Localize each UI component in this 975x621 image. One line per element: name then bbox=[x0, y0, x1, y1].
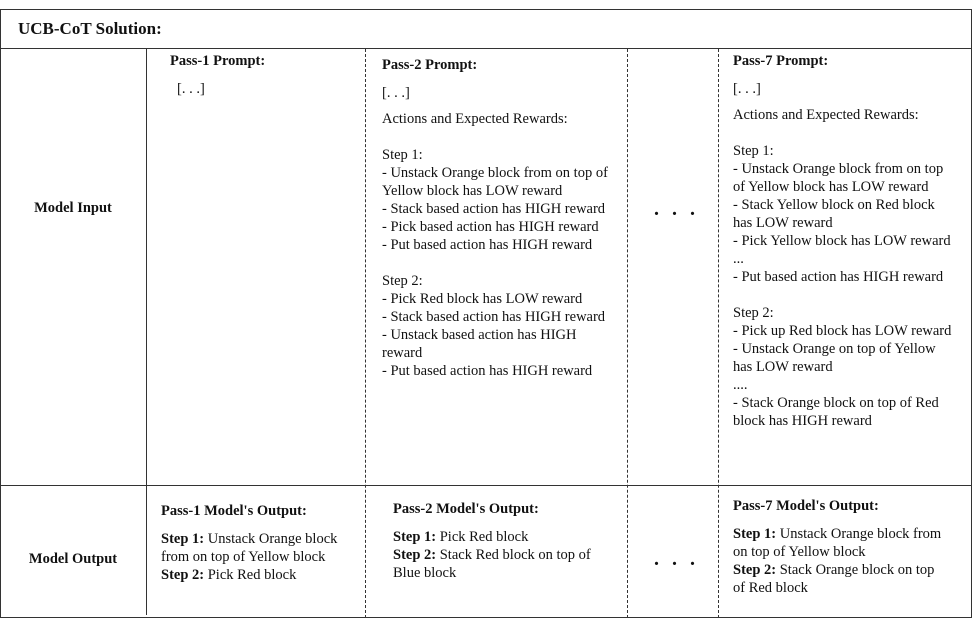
blank-line bbox=[733, 286, 969, 304]
prompt-line: - Unstack based action has HIGH bbox=[382, 327, 577, 343]
step-2-line bbox=[733, 561, 969, 579]
row-label-model-output: Model Output bbox=[28, 551, 118, 567]
prompt-line: - Put based action has HIGH reward bbox=[382, 237, 593, 253]
prompt-line: - Unstack Orange block from on top bbox=[733, 161, 944, 177]
step-1-text: Unstack Orange block bbox=[204, 531, 338, 547]
step-1-label: Step 1: bbox=[733, 526, 777, 542]
pass-7-output-heading: Pass-7 Model's Output: bbox=[733, 498, 879, 514]
pass-1-output-heading: Pass-1 Model's Output: bbox=[161, 503, 307, 519]
blank-line bbox=[382, 128, 622, 146]
pass-7-output-cell bbox=[733, 497, 969, 597]
blank-line bbox=[733, 124, 969, 142]
prompt-line: [. . .] bbox=[382, 85, 410, 101]
pass-2-output-heading: Pass-2 Model's Output: bbox=[393, 501, 539, 517]
prompt-line: - Stack Yellow block on Red block bbox=[733, 197, 935, 213]
row-label-model-input: Model Input bbox=[34, 200, 112, 216]
step-2-label: Step 2: bbox=[733, 562, 777, 578]
prompt-line: - Stack based action has HIGH reward bbox=[382, 309, 606, 325]
column-divider-2 bbox=[627, 49, 628, 618]
pass-7-prompt-cell bbox=[733, 52, 969, 430]
step-1-text-cont: on top of Yellow block bbox=[733, 544, 866, 560]
step-1-text: Pick Red block bbox=[436, 529, 529, 545]
prompt-line: Step 2: bbox=[733, 305, 774, 321]
step-1-label: Step 1: bbox=[393, 529, 437, 545]
prompt-line: - Put based action has HIGH reward bbox=[382, 363, 593, 379]
pass-7-prompt-heading: Pass-7 Prompt: bbox=[733, 53, 829, 69]
step-2-label: Step 2: bbox=[393, 547, 437, 563]
pass-1-output-cell bbox=[161, 502, 361, 584]
prompt-line: Actions and Expected Rewards: bbox=[382, 111, 568, 127]
prompt-line: Step 2: bbox=[382, 273, 423, 289]
prompt-line: - Pick based action has HIGH reward bbox=[382, 219, 599, 235]
step-2-text-cont: of Red block bbox=[733, 580, 808, 596]
step-1-line bbox=[161, 530, 361, 548]
page-title: UCB-CoT Solution: bbox=[18, 19, 162, 38]
step-1-line bbox=[733, 525, 969, 543]
prompt-line: - Stack based action has HIGH reward bbox=[382, 201, 606, 217]
prompt-line: has LOW reward bbox=[733, 359, 833, 375]
step-1-line bbox=[393, 528, 623, 546]
step-2-line bbox=[393, 546, 623, 564]
step-1-text-cont: from on top of Yellow block bbox=[161, 549, 326, 565]
column-divider-1 bbox=[365, 49, 366, 618]
prompt-line: ... bbox=[733, 251, 744, 267]
prompt-line: Step 1: bbox=[382, 147, 423, 163]
pass-2-prompt-cell bbox=[382, 56, 622, 380]
step-2-text: Stack Red block on top of bbox=[436, 547, 591, 563]
prompt-line: - Put based action has HIGH reward bbox=[733, 269, 944, 285]
step-2-text-cont: Blue block bbox=[393, 565, 457, 581]
prompt-line: - Pick up Red block has LOW reward bbox=[733, 323, 952, 339]
prompt-line: - Stack Orange block on top of Red bbox=[733, 395, 939, 411]
prompt-line: - Unstack Orange on top of Yellow bbox=[733, 341, 936, 357]
prompt-line: [. . .] bbox=[733, 81, 761, 97]
pass-1-prompt-cell bbox=[170, 52, 360, 98]
prompt-line: block has HIGH reward bbox=[733, 413, 872, 429]
prompt-line: Step 1: bbox=[733, 143, 774, 159]
pass-1-prompt-line: [. . .] bbox=[177, 81, 205, 97]
step-1-text: Unstack Orange block from bbox=[776, 526, 942, 542]
step-2-line bbox=[161, 566, 361, 584]
prompt-line: of Yellow block has LOW reward bbox=[733, 179, 929, 195]
blank-line bbox=[382, 254, 622, 272]
step-2-text: Stack Orange block on top bbox=[776, 562, 935, 578]
prompt-line: - Pick Yellow block has LOW reward bbox=[733, 233, 951, 249]
pass-2-output-cell bbox=[393, 500, 623, 582]
step-2-text: Pick Red block bbox=[204, 567, 297, 583]
label-column-divider bbox=[146, 49, 147, 615]
prompt-line: Yellow block has LOW reward bbox=[382, 183, 563, 199]
step-2-label: Step 2: bbox=[161, 567, 205, 583]
ellipsis-input: . . . bbox=[654, 198, 699, 220]
step-1-label: Step 1: bbox=[161, 531, 205, 547]
prompt-line: .... bbox=[733, 377, 748, 393]
pass-1-prompt-heading: Pass-1 Prompt: bbox=[170, 53, 266, 69]
prompt-line: Actions and Expected Rewards: bbox=[733, 107, 919, 123]
pass-2-prompt-heading: Pass-2 Prompt: bbox=[382, 57, 478, 73]
prompt-line: - Pick Red block has LOW reward bbox=[382, 291, 583, 307]
prompt-line: - Unstack Orange block from on top of bbox=[382, 165, 608, 181]
column-divider-3 bbox=[718, 49, 719, 618]
prompt-line: reward bbox=[382, 345, 423, 361]
prompt-line: has LOW reward bbox=[733, 215, 833, 231]
ellipsis-output: . . . bbox=[654, 548, 699, 570]
